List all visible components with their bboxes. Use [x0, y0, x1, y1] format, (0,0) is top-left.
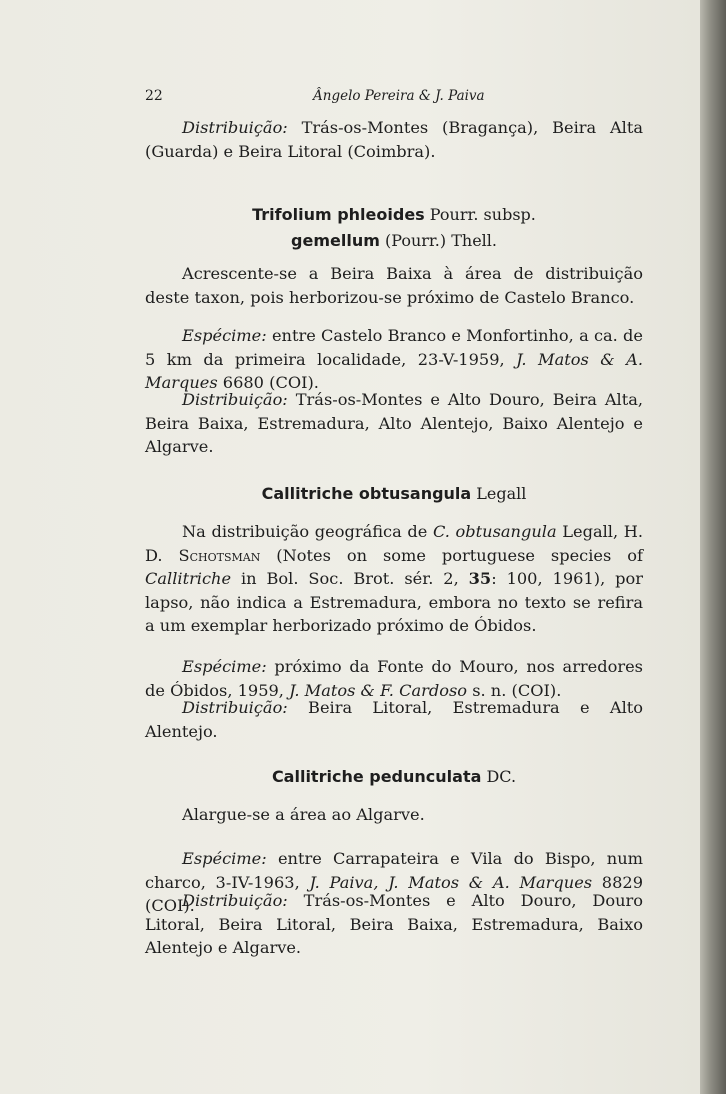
- trifolium-paragraph: Acrescente-se a Beira Baixa à área de distribuição deste taxon, pois herborizou-se próximo de Castelo Branco.: [145, 264, 643, 307]
- obtusangula-text-d: in Bol. Soc. Brot. sér. 2,: [231, 569, 469, 589]
- pedunculata-distribution: [145, 889, 643, 960]
- obtusangula-volume: 35: [468, 569, 492, 589]
- obtusangula-distribution: [145, 696, 643, 743]
- trifolium-specimen-label: Espécime:: [182, 326, 267, 345]
- trifolium-title-author: Pourr. subsp.: [424, 205, 536, 224]
- intro-distribution-label: Distribuição:: [182, 118, 288, 137]
- page-edge-shadow: [700, 0, 726, 1094]
- trifolium-title-line1: [145, 205, 643, 224]
- obtusangula-text-e: : 100, 1961), por lapso, não indica a Estremadura, embora no texto se refira a um exemplar herborizado próximo de Óbidos.: [145, 569, 643, 636]
- obtusangula-specimen-text: próximo da Fonte do Mouro, nos arredores de Óbidos, 1959,: [145, 657, 643, 700]
- obtusangula-genus: Callitriche: [145, 569, 232, 589]
- obtusangula-author: Schotsman: [178, 545, 261, 565]
- obtusangula-title-author: Legall: [471, 484, 527, 503]
- trifolium-specimen-collectors: J. Matos & A. Marques: [145, 349, 643, 393]
- trifolium-specimen: [145, 324, 643, 395]
- trifolium-distribution-text: Trás-os-Montes e Alto Douro, Beira Alta, Beira Baixa, Estremadura, Alto Alentejo, Baixo Alentejo e Algarve.: [145, 390, 643, 457]
- pedunculata-title-author: DC.: [481, 767, 517, 786]
- trifolium-title-name: Trifolium phleoides: [252, 205, 425, 224]
- pedunculata-specimen-text: entre Carrapateira e Vila do Bispo, num charco, 3-IV-1963,: [145, 849, 643, 892]
- pedunculata-specimen-collectors: J. Paiva, J. Matos & A. Marques: [309, 872, 593, 892]
- pedunculata-distribution-label: Distribuição:: [182, 891, 288, 910]
- intro-distribution-text: Trás-os-Montes (Bragança), Beira Alta (Guarda) e Beira Litoral (Coimbra).: [145, 118, 643, 161]
- trifolium-distribution: [145, 388, 643, 459]
- running-authors: Ângelo Pereira & J. Paiva: [313, 88, 485, 104]
- obtusangula-text-c: (Notes on some portuguese species of: [260, 545, 643, 565]
- pedunculata-distribution-text: Trás-os-Montes e Alto Douro, Douro Litoral, Beira Litoral, Beira Baixa, Estremadura, Baixo Alentejo e Algarve.: [145, 891, 643, 958]
- trifolium-specimen-text: entre Castelo Branco e Monfortinho, a ca. de 5 km da primeira localidade, 23-V-1959,: [145, 326, 643, 369]
- pedunculata-title: [145, 767, 643, 786]
- obtusangula-title: [145, 484, 643, 503]
- pedunculata-specimen-label: Espécime:: [182, 849, 267, 868]
- page-number: 22: [145, 88, 163, 104]
- intro-distribution: [145, 116, 643, 163]
- pedunculata-title-name: Callitriche pedunculata: [271, 767, 482, 786]
- obtusangula-text-b: Legall, H. D.: [145, 522, 643, 565]
- obtusangula-specimen-collectors: J. Matos & F. Cardoso: [289, 680, 468, 700]
- obtusangula-specimen-label: Espécime:: [182, 657, 267, 676]
- obtusangula-specimen-number: s. n. (COI).: [467, 680, 562, 700]
- obtusangula-title-name: Callitriche obtusangula: [261, 484, 472, 503]
- trifolium-title-line2: [145, 231, 643, 250]
- pedunculata-specimen-number: 8829 (COI).: [145, 872, 644, 916]
- trifolium-distribution-label: Distribuição:: [182, 390, 288, 409]
- obtusangula-distribution-text: Beira Litoral, Estremadura e Alto Alentejo.: [145, 698, 643, 741]
- obtusangula-paragraph: [145, 520, 643, 638]
- trifolium-subsp-author: (Pourr.) Thell.: [379, 231, 497, 250]
- trifolium-specimen-number: 6680 (COI).: [217, 373, 319, 393]
- running-header: [145, 88, 643, 110]
- pedunculata-paragraph: Alargue-se a área ao Algarve.: [182, 805, 425, 824]
- obtusangula-distribution-label: Distribuição:: [182, 698, 288, 717]
- obtusangula-text-a: Na distribuição geográfica de: [182, 522, 433, 541]
- obtusangula-species: C. obtusangula: [432, 522, 557, 541]
- trifolium-subsp-name: gemellum: [291, 231, 380, 250]
